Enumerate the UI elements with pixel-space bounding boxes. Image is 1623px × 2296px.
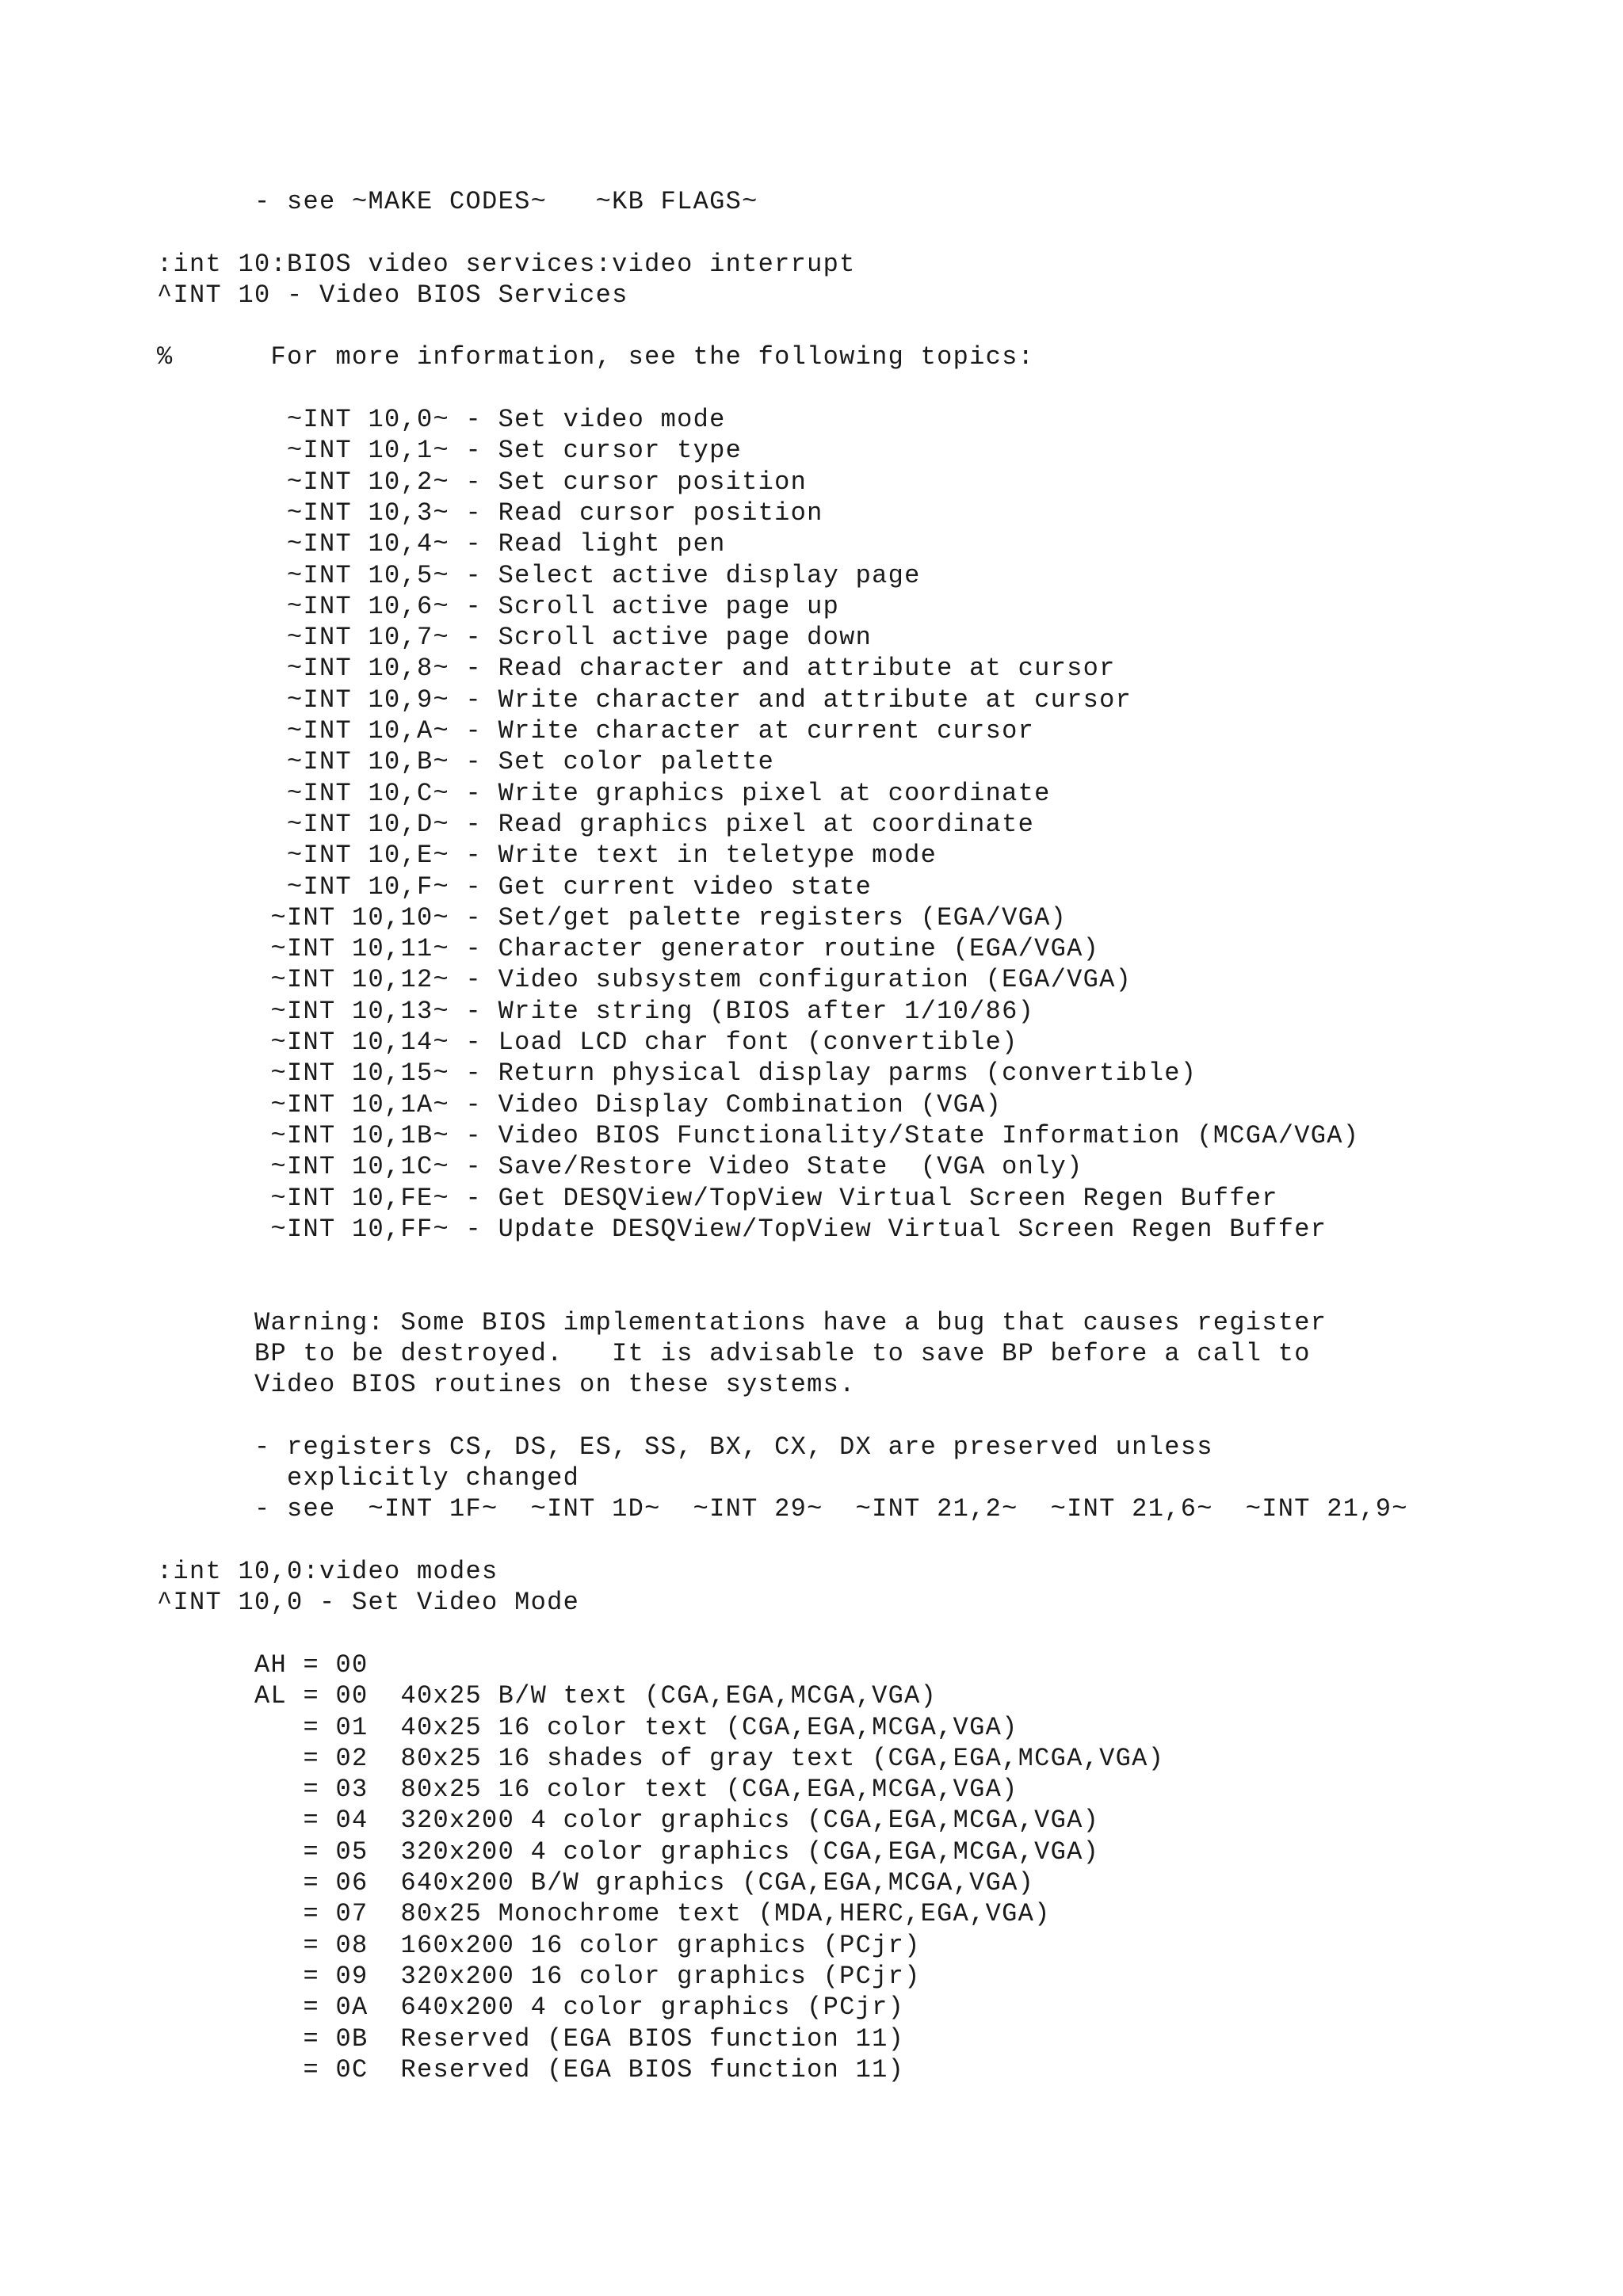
text-line: ~INT 10,12~ - Video subsystem configuration (EGA/VGA) <box>157 965 1132 995</box>
text-line <box>157 1401 1408 1432</box>
text-line: ~INT 10,5~ - Select active display page <box>157 560 921 590</box>
text-line: ~INT 10,1C~ - Save/Restore Video State (VGA only) <box>157 1152 1083 1182</box>
text-line: ~INT 10,15~ - Return physical display parms (convertible) <box>157 1058 1197 1089</box>
text-line: = 0A 640x200 4 color graphics (PCjr) <box>157 1993 905 2023</box>
text-line: :int 10:BIOS video services:video interrupt <box>157 249 856 279</box>
text-line: ~INT 10,6~ - Scroll active page up <box>157 591 840 621</box>
text-line <box>157 373 1408 404</box>
text-line: AH = 00 <box>157 1650 369 1680</box>
text-line: - registers CS, DS, ES, SS, BX, CX, DX are preserved unless <box>157 1432 1213 1462</box>
text-line: ~INT 10,A~ - Write character at current cursor <box>157 716 1035 746</box>
text-line: = 01 40x25 16 color text (CGA,EGA,MCGA,VGA) <box>157 1712 1018 1742</box>
text-line: ~INT 10,3~ - Read cursor position <box>157 498 823 528</box>
text-line: ^INT 10 - Video BIOS Services <box>157 280 628 310</box>
text-line: ~INT 10,9~ - Write character and attribute at cursor <box>157 685 1132 715</box>
text-line: = 03 80x25 16 color text (CGA,EGA,MCGA,VGA) <box>157 1775 1018 1805</box>
text-line: :int 10,0:video modes <box>157 1557 498 1587</box>
text-line: ^INT 10,0 - Set Video Mode <box>157 1588 580 1618</box>
text-line: = 04 320x200 4 color graphics (CGA,EGA,MCGA,VGA) <box>157 1806 1100 1836</box>
text-line: ~INT 10,C~ - Write graphics pixel at coordinate <box>157 778 1051 808</box>
text-line <box>157 217 1408 248</box>
text-line: = 08 160x200 16 color graphics (PCjr) <box>157 1930 921 1960</box>
text-line <box>157 1525 1408 1556</box>
text-line: - see ~MAKE CODES~ ~KB FLAGS~ <box>157 187 758 216</box>
text-line: ~INT 10,1A~ - Video Display Combination (VGA) <box>157 1089 1002 1119</box>
text-line: = 07 80x25 Monochrome text (MDA,HERC,EGA,VGA) <box>157 1899 1051 1929</box>
text-line: Warning: Some BIOS implementations have a bug that causes register <box>157 1307 1327 1337</box>
text-line <box>157 1276 1408 1306</box>
text-line: ~INT 10,14~ - Load LCD char font (convertible) <box>157 1028 1018 1058</box>
text-line: ~INT 10,10~ - Set/get palette registers (EGA/VGA) <box>157 902 1067 933</box>
text-line: Video BIOS routines on these systems. <box>157 1370 856 1400</box>
text-line: ~INT 10,4~ - Read light pen <box>157 529 726 559</box>
text-line: = 09 320x200 16 color graphics (PCjr) <box>157 1961 921 1991</box>
text-line: % For more information, see the following topics: <box>157 342 1035 372</box>
text-line: AL = 00 40x25 B/W text (CGA,EGA,MCGA,VGA) <box>157 1681 938 1711</box>
text-line <box>157 1619 1408 1650</box>
text-line: ~INT 10,1B~ - Video BIOS Functionality/State Information (MCGA/VGA) <box>157 1120 1360 1150</box>
text-line <box>157 1245 1408 1276</box>
text-line: ~INT 10,7~ - Scroll active page down <box>157 623 873 653</box>
text-line: ~INT 10,FE~ - Get DESQView/TopView Virtual Screen Regen Buffer <box>157 1183 1278 1213</box>
text-line: ~INT 10,F~ - Get current video state <box>157 871 873 902</box>
text-line: ~INT 10,13~ - Write string (BIOS after 1/10/86) <box>157 996 1035 1026</box>
text-line: ~INT 10,2~ - Set cursor position <box>157 467 808 497</box>
text-line: ~INT 10,FF~ - Update DESQView/TopView Virtual Screen Regen Buffer <box>157 1214 1327 1244</box>
text-line: ~INT 10,11~ - Character generator routine (EGA/VGA) <box>157 934 1100 964</box>
text-line: = 0B Reserved (EGA BIOS function 11) <box>157 2023 905 2054</box>
text-line: ~INT 10,8~ - Read character and attribute at cursor <box>157 654 1116 684</box>
text-line: ~INT 10,0~ - Set video mode <box>157 405 726 435</box>
text-line: ~INT 10,1~ - Set cursor type <box>157 436 743 466</box>
text-line: = 05 320x200 4 color graphics (CGA,EGA,MCGA,VGA) <box>157 1836 1100 1867</box>
text-line: = 02 80x25 16 shades of gray text (CGA,EGA,MCGA,VGA) <box>157 1743 1165 1773</box>
text-line: = 0C Reserved (EGA BIOS function 11) <box>157 2054 905 2084</box>
text-line: ~INT 10,E~ - Write text in teletype mode <box>157 841 938 871</box>
text-line <box>157 311 1408 341</box>
text-line: - see ~INT 1F~ ~INT 1D~ ~INT 29~ ~INT 21,2~ ~INT 21,6~ ~INT 21,9~ <box>157 1494 1408 1524</box>
text-line: = 06 640x200 B/W graphics (CGA,EGA,MCGA,VGA) <box>157 1868 1035 1898</box>
document-text <box>157 186 1408 2085</box>
text-line: explicitly changed <box>157 1463 580 1493</box>
text-line: ~INT 10,B~ - Set color palette <box>157 747 775 777</box>
text-line: BP to be destroyed. It is advisable to save BP before a call to <box>157 1338 1311 1368</box>
text-line: ~INT 10,D~ - Read graphics pixel at coordinate <box>157 809 1035 839</box>
